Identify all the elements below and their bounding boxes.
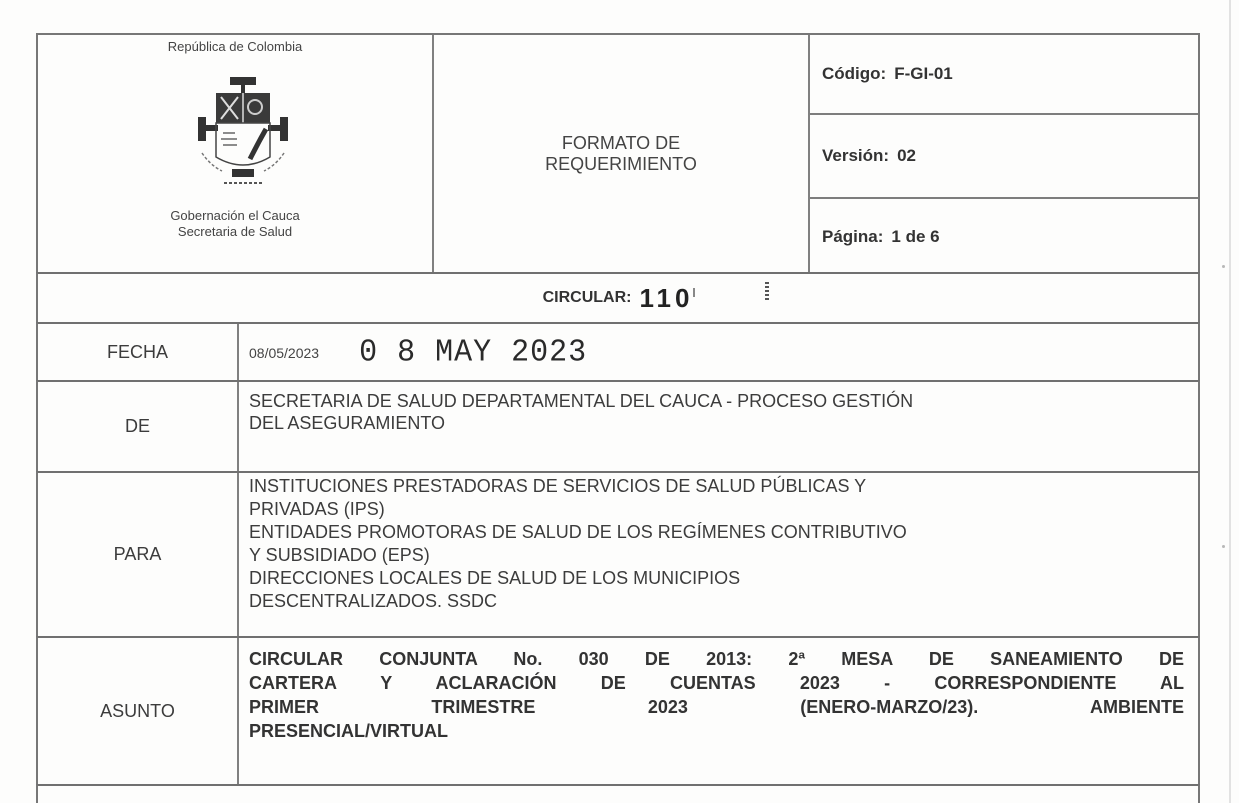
fecha-label: FECHA bbox=[38, 324, 239, 380]
para-line: DESCENTRALIZADOS. SSDC bbox=[249, 591, 498, 611]
header-meta-cell bbox=[810, 35, 1198, 272]
para-value bbox=[237, 473, 1198, 636]
de-value bbox=[237, 382, 1198, 471]
circular-number: 110 bbox=[639, 282, 694, 313]
circular-row bbox=[36, 272, 1200, 322]
header-title-cell bbox=[434, 35, 810, 272]
form-title bbox=[545, 133, 697, 175]
pagina-value: 1 de 6 bbox=[891, 226, 940, 246]
page-edge bbox=[1229, 0, 1231, 803]
asunto-label: ASUNTO bbox=[38, 638, 239, 784]
para-line: ENTIDADES PROMOTORAS DE SALUD DE LOS REGÍMENES CONTRIBUTIVO bbox=[249, 522, 907, 542]
asunto-line: PRESENCIAL/VIRTUAL bbox=[249, 721, 449, 741]
para-row bbox=[36, 471, 1200, 636]
entity-line-1: Gobernación el Cauca bbox=[170, 208, 300, 223]
header-entity-cell bbox=[38, 35, 434, 272]
pagina-row bbox=[810, 199, 1198, 274]
scan-speck bbox=[1222, 265, 1225, 268]
coat-of-arms-icon bbox=[188, 73, 298, 191]
version-row bbox=[810, 115, 1198, 199]
fecha-row bbox=[36, 322, 1200, 380]
asunto-line: PRIMER TRIMESTRE 2023 (ENERO-MARZO/23). AMBIENTE bbox=[249, 697, 1184, 717]
asunto-line: CARTERA Y ACLARACIÓN DE CUENTAS 2023 - CORRESPONDIENTE AL bbox=[249, 673, 1184, 693]
country-label: República de Colombia bbox=[167, 39, 303, 54]
form-title-line-2: REQUERIMIENTO bbox=[545, 153, 697, 174]
body-row-cutoff bbox=[36, 784, 1200, 803]
para-line: Y SUBSIDIADO (EPS) bbox=[249, 545, 430, 565]
version-value: 02 bbox=[897, 146, 917, 165]
codigo-value: F-GI-01 bbox=[894, 64, 953, 83]
scan-speck bbox=[1222, 545, 1225, 548]
para-line: INSTITUCIONES PRESTADORAS DE SERVICIOS DE SALUD PÚBLICAS Y bbox=[249, 476, 867, 496]
para-line: DIRECCIONES LOCALES DE SALUD DE LOS MUNICIPIOS bbox=[249, 568, 741, 588]
codigo-label: Código: bbox=[822, 64, 887, 83]
date-stamp: 0 8 MAY 2023 bbox=[359, 335, 588, 371]
circular-label: CIRCULAR: bbox=[542, 289, 632, 306]
document-header bbox=[36, 33, 1200, 272]
codigo-row bbox=[810, 35, 1198, 115]
fecha-value-cell bbox=[237, 324, 1198, 380]
fecha-value: 08/05/2023 bbox=[249, 345, 320, 361]
scan-mark bbox=[693, 288, 695, 297]
scan-mark bbox=[765, 282, 769, 300]
de-line: SECRETARIA DE SALUD DEPARTAMENTAL DEL CAUCA - PROCESO GESTIÓN bbox=[249, 391, 914, 411]
pagina-label: Página: bbox=[822, 226, 884, 246]
de-row bbox=[36, 380, 1200, 471]
de-line: DEL ASEGURAMIENTO bbox=[249, 413, 446, 433]
entity-name bbox=[38, 208, 432, 240]
asunto-row bbox=[36, 636, 1200, 784]
version-label: Versión: bbox=[822, 146, 890, 165]
para-label: PARA bbox=[38, 473, 239, 636]
asunto-value bbox=[237, 638, 1198, 784]
form-title-line-1: FORMATO DE bbox=[561, 132, 681, 153]
de-label: DE bbox=[38, 382, 239, 471]
entity-line-2: Secretaria de Salud bbox=[177, 224, 293, 239]
para-line: PRIVADAS (IPS) bbox=[249, 499, 385, 519]
asunto-line: CIRCULAR CONJUNTA No. 030 DE 2013: 2ª MESA DE SANEAMIENTO DE bbox=[249, 649, 1184, 669]
